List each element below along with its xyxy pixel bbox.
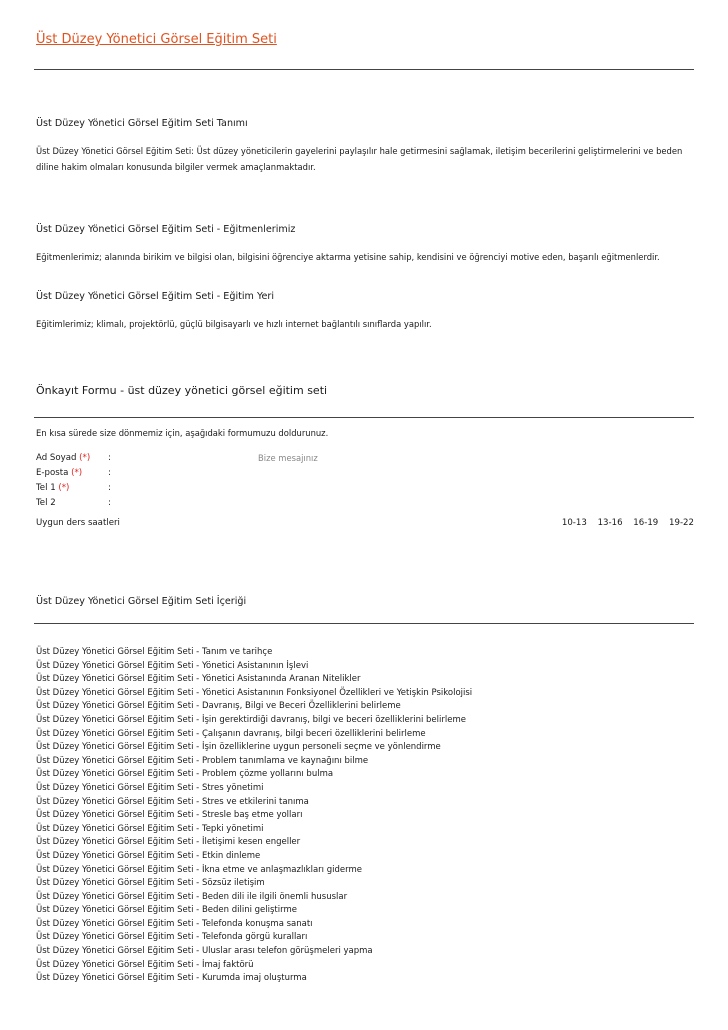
trainers-heading: Üst Düzey Yönetici Görsel Eğitim Seti - Eğitmenlerimiz [36, 224, 296, 235]
field-colon: : [108, 468, 111, 478]
time-slot-option[interactable]: 10-13 [561, 518, 587, 528]
email-field-label: E-posta [36, 468, 69, 478]
definition-text: Üst Düzey Yönetici Görsel Eğitim Seti: Üst düzey yöneticilerin gayelerini paylaşılır hale getirmesini sağlamak, iletişim becerilerini geliştirmelerini ve beden diline hakim olmaları konusunda bilgiler vermek amaçlanmaktadır. [36, 146, 683, 172]
time-slot-options [554, 518, 694, 528]
list-item: Üst Düzey Yönetici Görsel Eğitim Seti - Beden dilini geliştirme [36, 905, 297, 916]
field-colon: : [108, 453, 111, 463]
list-item: Üst Düzey Yönetici Görsel Eğitim Seti - Etkin dinleme [36, 850, 261, 861]
list-item: Üst Düzey Yönetici Görsel Eğitim Seti - Uluslar arası telefon görüşmeleri yapma [36, 946, 373, 957]
list-item: Üst Düzey Yönetici Görsel Eğitim Seti - İşin gerektirdiği davranış, bilgi ve beceri özelliklerini belirleme [36, 714, 466, 725]
form-intro: En kısa sürede size dönmemiz için, aşağıdaki formumuzu doldurunuz. [36, 428, 329, 438]
list-item: Üst Düzey Yönetici Görsel Eğitim Seti - Stres ve etkilerini tanıma [36, 796, 309, 807]
list-item: Üst Düzey Yönetici Görsel Eğitim Seti - Tepki yönetimi [36, 823, 264, 834]
required-marker: (*) [79, 453, 91, 463]
location-text: Eğitimlerimiz; klimalı, projektörlü, güçlü bilgisayarlı ve hızlı internet bağlantılı sınıflarda yapılır. [36, 319, 432, 329]
list-item: Üst Düzey Yönetici Görsel Eğitim Seti - Stres yönetimi [36, 782, 264, 793]
field-colon: : [108, 498, 111, 508]
list-item: Üst Düzey Yönetici Görsel Eğitim Seti - Telefonda görgü kuralları [36, 932, 308, 943]
hours-label: Uygun ders saatleri [36, 518, 120, 528]
name-field-row[interactable] [36, 453, 111, 463]
message-textarea[interactable]: Bize mesajınız [258, 453, 318, 463]
list-item: Üst Düzey Yönetici Görsel Eğitim Seti - İletişimi kesen engeller [36, 837, 301, 848]
phone2-field-row[interactable] [36, 498, 111, 508]
preregistration-form [36, 453, 696, 513]
list-item: Üst Düzey Yönetici Görsel Eğitim Seti - Beden dili ile ilgili önemli hususlar [36, 891, 348, 902]
list-item: Üst Düzey Yönetici Görsel Eğitim Seti - Problem tanımlama ve kaynağını bilme [36, 755, 369, 766]
name-field-label: Ad Soyad [36, 453, 77, 463]
list-item: Üst Düzey Yönetici Görsel Eğitim Seti - Kurumda imaj oluşturma [36, 973, 307, 984]
email-field-row[interactable] [36, 468, 111, 478]
form-heading: Önkayıt Formu - üst düzey yönetici görsel eğitim seti [36, 384, 328, 397]
field-colon: : [108, 483, 111, 493]
list-item: Üst Düzey Yönetici Görsel Eğitim Seti - İkna etme ve anlaşmazlıkları giderme [36, 864, 362, 875]
location-heading: Üst Düzey Yönetici Görsel Eğitim Seti - Eğitim Yeri [36, 291, 275, 302]
time-slot-option[interactable]: 16-19 [633, 518, 659, 528]
definition-heading: Üst Düzey Yönetici Görsel Eğitim Seti Tanımı [36, 118, 248, 129]
list-item: Üst Düzey Yönetici Görsel Eğitim Seti - Yönetici Asistanında Aranan Nitelikler [36, 674, 361, 685]
list-item: Üst Düzey Yönetici Görsel Eğitim Seti - İmaj faktörü [36, 959, 254, 970]
list-item: Üst Düzey Yönetici Görsel Eğitim Seti - Stresle baş etme yolları [36, 810, 303, 821]
divider [34, 623, 694, 624]
list-item: Üst Düzey Yönetici Görsel Eğitim Seti - Yönetici Asistanının Fonksiyonel Özellikleri ve Yetişkin Psikolojisi [36, 687, 473, 698]
required-marker: (*) [58, 483, 70, 493]
time-slot-option[interactable]: 13-16 [597, 518, 623, 528]
list-item: Üst Düzey Yönetici Görsel Eğitim Seti - Çalışanın davranış, bilgi beceri özelliklerini belirleme [36, 728, 426, 739]
divider [34, 69, 694, 70]
content-heading: Üst Düzey Yönetici Görsel Eğitim Seti İçeriği [36, 596, 247, 607]
required-marker: (*) [71, 468, 83, 478]
phone2-field-label: Tel 2 [36, 498, 56, 508]
list-item: Üst Düzey Yönetici Görsel Eğitim Seti - Tanım ve tarihçe [36, 647, 273, 657]
list-item: Üst Düzey Yönetici Görsel Eğitim Seti - Problem çözme yollarını bulma [36, 769, 334, 780]
time-slot-option[interactable]: 19-22 [669, 518, 694, 528]
list-item: Üst Düzey Yönetici Görsel Eğitim Seti - Davranış, Bilgi ve Beceri Özelliklerini belirleme [36, 701, 401, 712]
phone1-field-row[interactable] [36, 483, 111, 493]
list-item: Üst Düzey Yönetici Görsel Eğitim Seti - Telefonda konuşma sanatı [36, 918, 313, 929]
list-item: Üst Düzey Yönetici Görsel Eğitim Seti - İşin özelliklerine uygun personeli seçme ve yönlendirme [36, 742, 441, 753]
content-list [36, 646, 472, 986]
list-item: Üst Düzey Yönetici Görsel Eğitim Seti - Sözsüz iletişim [36, 878, 265, 889]
trainers-text: Eğitmenlerimiz; alanında birikim ve bilgisi olan, bilgisini öğrenciye aktarma yetisine sahip, kendisini ve öğrenciyi motive eden, başarılı eğitmenlerdir. [36, 252, 660, 262]
phone1-field-label: Tel 1 [36, 483, 56, 493]
list-item: Üst Düzey Yönetici Görsel Eğitim Seti - Yönetici Asistanının İşlevi [36, 660, 309, 671]
divider [34, 417, 694, 418]
page-title-link[interactable]: Üst Düzey Yönetici Görsel Eğitim Seti [36, 32, 277, 47]
